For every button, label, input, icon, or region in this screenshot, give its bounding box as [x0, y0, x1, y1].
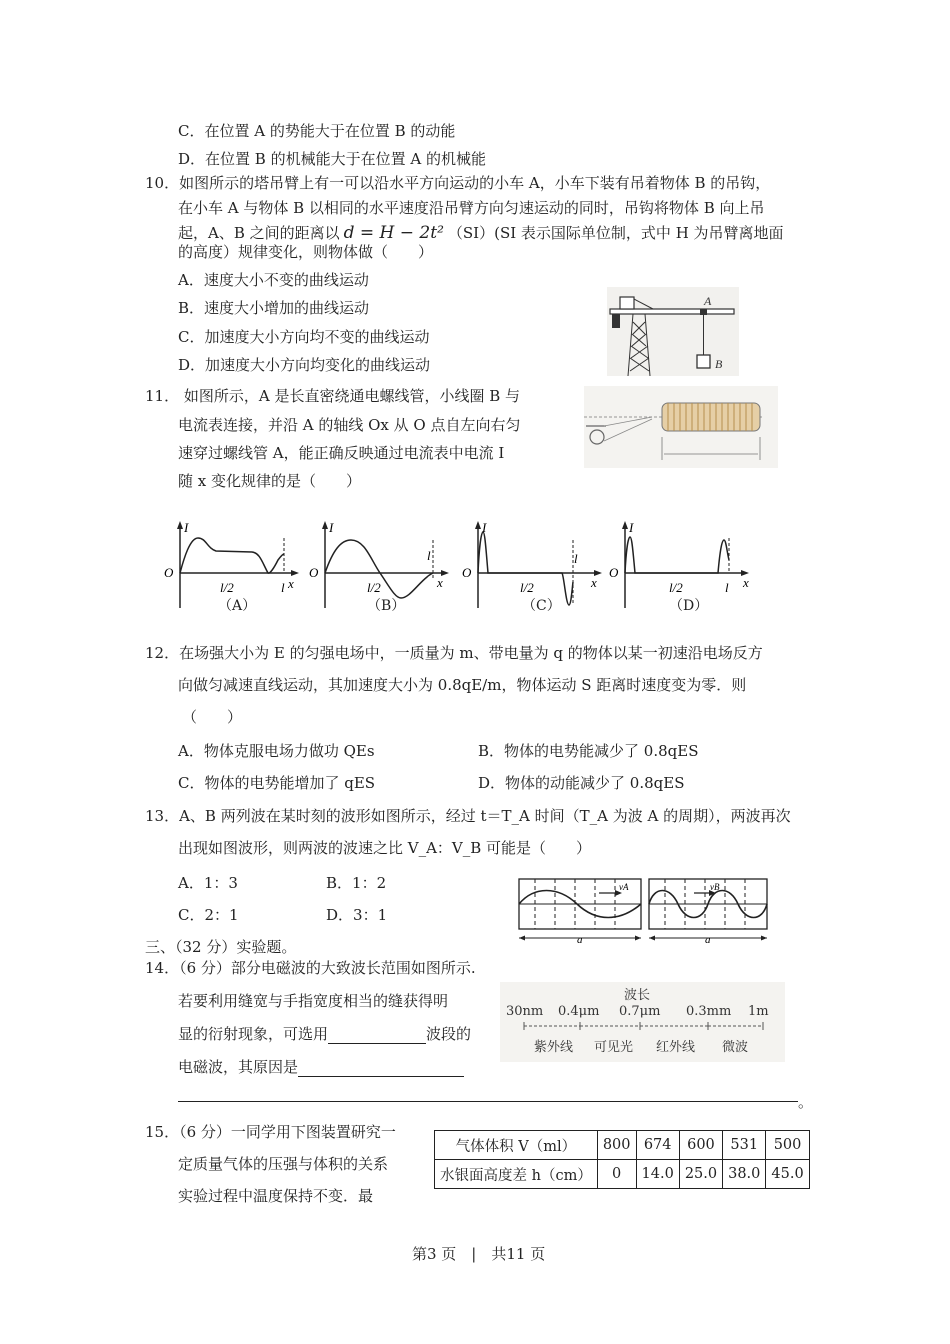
svg-text:l: l — [281, 580, 285, 595]
waveform-figure — [514, 876, 770, 946]
table-cell: 674 — [636, 1131, 679, 1160]
spectrum-band: 红外线 — [656, 1040, 696, 1055]
table-cell: 45.0 — [766, 1160, 809, 1189]
q15-stem-line1: 15．（6 分）一同学用下图装置研究一 — [145, 1123, 396, 1141]
q13-option-d: D．3：1 — [326, 906, 388, 924]
svg-text:l: l — [574, 551, 578, 566]
svg-text:O: O — [462, 565, 472, 580]
q11-graph-b — [305, 520, 455, 615]
q9-option-c: C．在位置 A 的势能大于在位置 B 的动能 — [178, 122, 456, 140]
q13-stem-line2: 出现如图波形，则两波的波速之比 V_A：V_B 可能是（ ） — [178, 839, 592, 857]
q13-option-a: A．1：3 — [178, 874, 238, 892]
q14-answer-line[interactable] — [178, 1101, 798, 1102]
svg-text:l: l — [725, 580, 729, 595]
table-header-cell: 气体体积 V（ml） — [435, 1131, 598, 1160]
q14-stem-line3: 显的衍射现象，可选用 波段的 — [178, 1025, 472, 1043]
q12-stem-line1: 12．在场强大小为 E 的匀强电场中，一质量为 m、带电量为 q 的物体以某一初速沿电场反方 — [145, 644, 763, 662]
svg-text:x: x — [288, 576, 294, 591]
wave-a-dimension: a — [577, 934, 583, 946]
spectrum-tick: 30nm — [506, 1004, 544, 1019]
table-cell: 500 — [766, 1131, 809, 1160]
svg-text:l/2: l/2 — [220, 580, 234, 595]
spectrum-tick: 1m — [748, 1004, 769, 1019]
graph-caption: （B） — [367, 598, 406, 614]
spectrum-tick: 0.7μm — [619, 1004, 661, 1019]
q10-option-d: D．加速度大小方向均变化的曲线运动 — [178, 356, 431, 374]
q10-stem-line4: 的高度）规律变化，则物体做（ ） — [178, 243, 434, 261]
q13-option-b: B．1：2 — [326, 874, 387, 892]
q14-end-mark: 。 — [798, 1093, 814, 1111]
q13-stem-line1: 13．A、B 两列波在某时刻的波形如图所示，经过 t＝T_A 时间（T_A 为波 A 的周期），两波再次 — [145, 807, 791, 825]
q9-option-d: D．在位置 B 的机械能大于在位置 A 的机械能 — [178, 150, 486, 168]
table-cell: 600 — [679, 1131, 722, 1160]
q12-option-a: A．物体克服电场力做功 QEs — [178, 742, 375, 760]
q10-option-b: B．速度大小增加的曲线运动 — [178, 299, 370, 317]
svg-text:I: I — [482, 520, 487, 535]
q12-option-c: C．物体的电势能增加了 qES — [178, 774, 376, 792]
em-spectrum-figure — [500, 982, 785, 1062]
table-row — [435, 1160, 810, 1189]
crane-label-a: A — [704, 294, 712, 308]
table-cell: 531 — [723, 1131, 766, 1160]
graph-caption: （D） — [669, 598, 709, 614]
tower-crane-figure — [607, 287, 739, 376]
q14-answer-blank-1[interactable] — [328, 1027, 426, 1044]
gas-data-table — [434, 1130, 810, 1189]
q12-option-d: D．物体的动能减少了 0.8qES — [478, 774, 685, 792]
q10-option-a: A．速度大小不变的曲线运动 — [178, 271, 369, 289]
wave-b-dimension: a — [705, 934, 711, 946]
svg-text:I: I — [329, 520, 334, 535]
crane-label-b: B — [715, 357, 723, 371]
q11-graph-d — [605, 520, 755, 615]
q11-graph-c — [458, 520, 608, 615]
svg-text:I: I — [184, 520, 189, 535]
section3-heading: 三、（32 分）实验题。 — [145, 938, 297, 956]
q10-stem-line2: 在小车 A 与物体 B 以相同的水平速度沿吊臂方向匀速运动的同时，吊钩将物体 B 向上吊 — [178, 199, 765, 217]
q10-stem-line3: 起，A、B 之间的距离以 d = H − 2t² （SI）(SI 表示国际单位制，式中 H 为吊臂离地面 — [178, 223, 784, 243]
q11-stem-line2: 电流表连接，并沿 A 的轴线 Ox 从 O 点自左向右匀 — [178, 416, 521, 434]
svg-text:I: I — [629, 520, 634, 535]
table-cell: 800 — [597, 1131, 636, 1160]
q10-stem-line1: 10．如图所示的塔吊臂上有一可以沿水平方向运动的小车 A，小车下装有吊着物体 B 的吊钩， — [145, 174, 771, 192]
solenoid-figure — [584, 386, 778, 468]
spectrum-title: 波长 — [624, 988, 651, 1003]
page-footer: 第3 页 | 共11 页 — [412, 1245, 546, 1263]
table-cell: 38.0 — [723, 1160, 766, 1189]
wave-b-velocity-label: vB — [710, 882, 720, 892]
spectrum-tick: 0.3mm — [686, 1004, 732, 1019]
svg-text:l/2: l/2 — [367, 580, 381, 595]
spectrum-band: 紫外线 — [534, 1040, 574, 1055]
q14-stem-line1: 14．（6 分）部分电磁波的大致波长范围如图所示. — [145, 959, 476, 977]
table-cell: 14.0 — [636, 1160, 679, 1189]
svg-text:l/2: l/2 — [669, 580, 683, 595]
q12-option-b: B．物体的电势能减少了 0.8qES — [478, 742, 699, 760]
spectrum-band: 可见光 — [594, 1040, 634, 1055]
svg-text:l: l — [427, 548, 431, 563]
svg-text:x: x — [437, 575, 443, 590]
q15-stem-line2: 定质量气体的压强与体积的关系 — [178, 1155, 389, 1173]
table-row — [435, 1131, 810, 1160]
table-cell: 0 — [597, 1160, 636, 1189]
svg-text:O: O — [609, 565, 619, 580]
spectrum-band: 微波 — [722, 1040, 749, 1055]
q15-stem-line3: 实验过程中温度保持不变．最 — [178, 1187, 374, 1205]
svg-text:x: x — [743, 575, 749, 590]
svg-text:O: O — [309, 565, 319, 580]
svg-text:x: x — [591, 575, 597, 590]
svg-text:O: O — [164, 565, 174, 580]
q13-option-c: C．2：1 — [178, 906, 239, 924]
q10-option-c: C．加速度大小方向均不变的曲线运动 — [178, 328, 430, 346]
q14-answer-blank-2[interactable] — [298, 1060, 464, 1077]
graph-caption: （C） — [522, 598, 561, 614]
table-header-cell: 水银面高度差 h（cm） — [435, 1160, 598, 1189]
q12-stem-line2: 向做匀减速直线运动，其加速度大小为 0.8qE/m，物体运动 S 距离时速度变为零．则 — [178, 676, 747, 694]
q14-stem-line4: 电磁波，其原因是 — [178, 1057, 464, 1077]
spectrum-tick: 0.4μm — [558, 1004, 600, 1019]
q11-stem-line4: 随 x 变化规律的是（ ） — [178, 472, 361, 490]
svg-text:l/2: l/2 — [520, 580, 534, 595]
wave-a-velocity-label: vA — [619, 882, 629, 892]
q12-stem-line3: （ ） — [182, 708, 243, 726]
q14-stem-line2: 若要利用缝宽与手指宽度相当的缝获得明 — [178, 992, 449, 1010]
q11-graph-a — [160, 520, 300, 615]
q11-stem-line3: 速穿过螺线管 A，能正确反映通过电流表中电流 I — [178, 444, 505, 462]
q11-stem-line1: 11． 如图所示，A 是长直密绕通电螺线管，小线圈 B 与 — [145, 387, 521, 405]
graph-caption: （A） — [218, 598, 257, 614]
q10-formula: d = H − 2t² — [343, 223, 444, 243]
table-cell: 25.0 — [679, 1160, 722, 1189]
